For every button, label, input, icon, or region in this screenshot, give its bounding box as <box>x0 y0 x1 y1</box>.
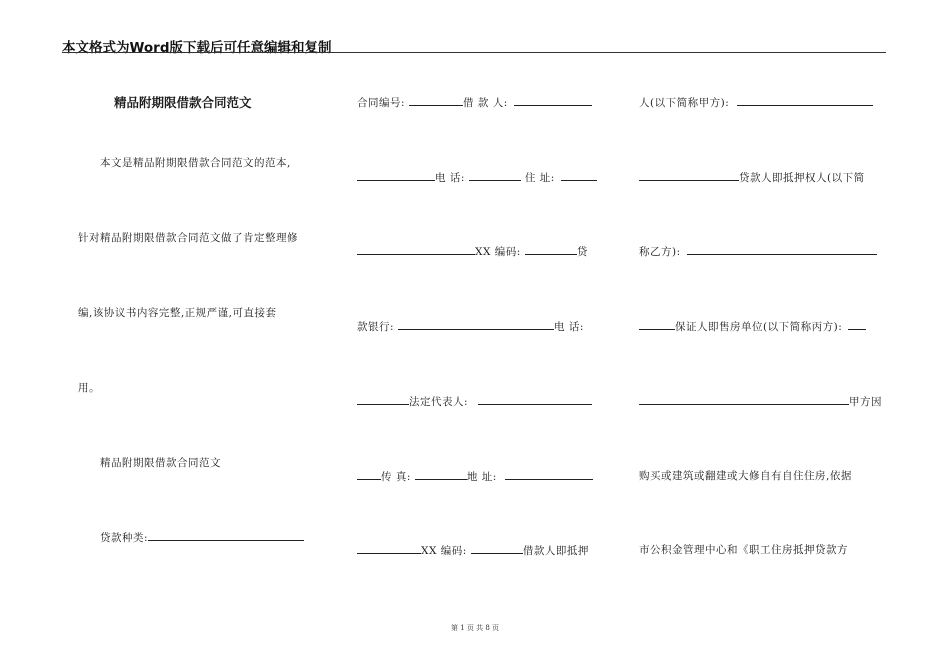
fill-blank <box>148 529 304 541</box>
fill-blank <box>409 94 463 106</box>
fill-blank <box>561 169 597 181</box>
lender-label: 贷款人即抵押权人(以下简 <box>739 172 865 184</box>
document-title: 精品附期限借款合同范文 <box>114 95 252 110</box>
fill-blank <box>514 94 592 106</box>
address-label: 住 址: <box>524 172 555 184</box>
text-fragment: 贷 <box>576 246 588 258</box>
fax-label: 传 真: <box>381 471 411 483</box>
page-number: 第 1 页 共 8 页 <box>450 624 500 632</box>
loan-type-field <box>100 529 304 545</box>
text-fragment: 甲方因 <box>849 396 882 408</box>
contract-line-5 <box>357 393 592 409</box>
contract-number-label: 合同编号: <box>357 97 406 109</box>
paragraph-line: 编,该协议书内容完整,正规严谨,可直接套 <box>78 307 277 319</box>
phone-label: 电 话: <box>554 321 584 333</box>
fill-blank <box>357 393 409 405</box>
fill-blank <box>525 243 577 255</box>
paragraph-line: 本文是精品附期限借款合同范文的范本, <box>100 157 291 169</box>
text-fragment: 借款人即抵押 <box>522 545 589 557</box>
bank-label: 款银行: <box>357 321 395 333</box>
clause-line-7: 市公积金管理中心和《职工住房抵押贷款方 <box>639 544 848 556</box>
fill-blank <box>505 468 593 480</box>
paragraph-line: 针对精品附期限借款合同范文做了肯定整理修 <box>78 232 298 244</box>
guarantor-label: 保证人即售房单位(以下简称丙方): <box>675 321 843 333</box>
fill-blank <box>415 468 467 480</box>
fill-blank <box>398 318 554 330</box>
contract-line-6 <box>357 468 593 484</box>
paragraph-line: 用。 <box>78 382 100 394</box>
header-divider <box>62 52 886 53</box>
phone-label: 电 话: <box>435 172 465 184</box>
contract-line-4 <box>357 318 584 334</box>
contract-line-1 <box>357 94 592 110</box>
fill-blank <box>357 542 421 554</box>
loan-type-label: 贷款种类: <box>100 532 149 544</box>
clause-line-3 <box>639 243 877 259</box>
legal-rep-label: 法定代表人: <box>409 396 469 408</box>
section-subtitle: 精品附期限借款合同范文 <box>100 457 221 469</box>
fill-blank <box>471 542 523 554</box>
fill-blank <box>357 243 475 255</box>
contract-line-3 <box>357 243 588 259</box>
borrower-label: 借 款 人: <box>463 97 508 109</box>
clause-line-5 <box>639 393 882 409</box>
fill-blank <box>478 393 592 405</box>
clause-line-4 <box>639 318 866 334</box>
fill-blank <box>469 169 521 181</box>
fill-blank <box>639 393 849 405</box>
fill-blank <box>639 169 739 181</box>
contract-line-7 <box>357 542 589 558</box>
fill-blank <box>357 169 435 181</box>
postcode-label: XX 编码: <box>421 545 467 557</box>
clause-line-1 <box>639 94 873 110</box>
address-label: 地 址: <box>466 471 497 483</box>
fill-blank <box>848 318 866 330</box>
clause-line-2 <box>639 169 865 185</box>
postcode-label: XX 编码: <box>475 246 521 258</box>
fill-blank <box>357 468 381 480</box>
clause-line-6: 购买或建筑或翻建或大修自有自住住房,依据 <box>639 470 852 482</box>
party-a-label: 人(以下简称甲方): <box>639 97 730 109</box>
fill-blank <box>687 243 877 255</box>
contract-line-2 <box>357 169 597 185</box>
party-b-label: 称乙方): <box>639 246 681 258</box>
fill-blank <box>639 318 675 330</box>
document-header: 本文格式为Word版下载后可任意编辑和复制 <box>62 40 332 56</box>
fill-blank <box>737 94 873 106</box>
